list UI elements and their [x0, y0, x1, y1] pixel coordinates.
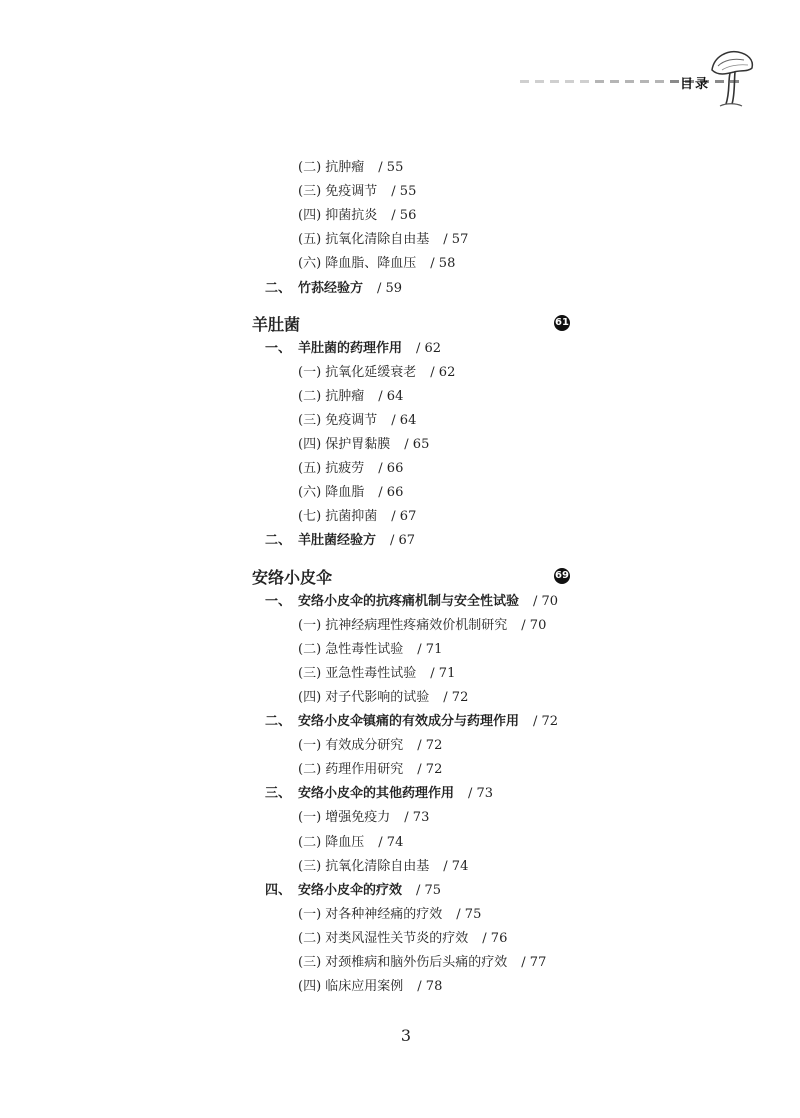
toc-section[interactable] — [265, 531, 415, 551]
toc-item[interactable] — [298, 230, 468, 250]
toc-item-page: / 64 — [378, 388, 404, 404]
toc-section-label: 竹荪经验方 — [298, 280, 364, 296]
chapter-page-badge: 61 — [554, 315, 570, 331]
toc-item-page: / 72 — [417, 738, 443, 754]
toc-item-page: / 74 — [443, 858, 469, 874]
toc-item-label: (六) 降血脂 — [298, 485, 365, 501]
toc-section-page: / 72 — [533, 714, 559, 729]
toc-section-page: / 70 — [533, 593, 559, 609]
toc-item[interactable] — [298, 760, 442, 780]
chapter-title[interactable]: 安络小皮伞 — [252, 567, 333, 587]
toc-item-label: (三) 免疫调节 — [298, 184, 378, 200]
toc-item-page: / 64 — [391, 412, 417, 428]
toc-item[interactable] — [298, 507, 416, 527]
toc-item-label: (二) 对类风湿性关节炎的疗效 — [298, 930, 469, 946]
toc-item-page: / 66 — [378, 461, 404, 477]
toc-item[interactable] — [298, 857, 468, 877]
toc-item-page: / 66 — [378, 485, 404, 501]
toc-item[interactable] — [298, 435, 429, 455]
toc-item[interactable] — [298, 640, 442, 660]
toc-item-label: (四) 抑菌抗炎 — [298, 208, 378, 224]
chapter-page-badge: 69 — [554, 568, 570, 584]
toc-item-label: (三) 亚急性毒性试验 — [298, 665, 417, 681]
toc-item-page: / 55 — [378, 160, 404, 175]
toc-item[interactable] — [298, 929, 507, 949]
toc-section-number: 二、 — [265, 280, 292, 296]
mushroom-icon — [708, 48, 756, 110]
toc-item-label: (二) 急性毒性试验 — [298, 641, 404, 657]
toc-item[interactable] — [298, 363, 455, 383]
toc-item[interactable] — [298, 688, 468, 708]
toc-item-page: / 78 — [417, 979, 443, 995]
toc-item-page: / 71 — [430, 665, 456, 681]
toc-item-label: (一) 有效成分研究 — [298, 738, 404, 754]
toc-item-page: / 77 — [521, 955, 547, 970]
toc-section-page: / 75 — [416, 882, 442, 898]
toc-section-page: / 73 — [468, 786, 494, 802]
toc-section-number: 四、 — [265, 882, 292, 898]
toc-item[interactable] — [298, 905, 481, 925]
toc-item-label: (三) 免疫调节 — [298, 412, 378, 428]
toc-section-label: 羊肚菌经验方 — [298, 533, 377, 549]
toc-item[interactable] — [298, 206, 416, 226]
toc-item-page: / 71 — [417, 641, 443, 657]
toc-item[interactable] — [298, 664, 455, 684]
toc-section-label: 安络小皮伞镇痛的有效成分与药理作用 — [298, 714, 520, 729]
toc-section[interactable] — [265, 881, 441, 901]
toc-section[interactable] — [265, 712, 558, 732]
toc-item-label: (二) 抗肿瘤 — [298, 160, 365, 175]
toc-item-page: / 58 — [430, 256, 456, 272]
toc-item-page: / 57 — [443, 232, 469, 248]
toc-item-page: / 62 — [430, 364, 456, 380]
toc-item[interactable] — [298, 254, 455, 274]
toc-item-label: (三) 抗氧化清除自由基 — [298, 858, 430, 874]
chapter-title[interactable]: 羊肚菌 — [252, 314, 301, 334]
toc-section[interactable] — [265, 784, 493, 804]
page-number: 3 — [400, 1026, 412, 1045]
toc-item-label: (二) 降血压 — [298, 834, 365, 850]
toc-section-number: 三、 — [265, 786, 292, 802]
toc-section-label: 安络小皮伞的其他药理作用 — [298, 786, 455, 802]
toc-item[interactable] — [298, 411, 416, 431]
toc-item[interactable] — [298, 483, 403, 503]
toc-item-page: / 76 — [482, 930, 508, 946]
toc-item-page: / 74 — [378, 834, 404, 850]
toc-item-page: / 72 — [443, 689, 469, 705]
toc-item[interactable] — [298, 977, 442, 997]
toc-item-label: (一) 抗氧化延缓衰老 — [298, 364, 417, 380]
toc-item[interactable] — [298, 736, 442, 756]
toc-item[interactable] — [298, 953, 546, 973]
toc-section-label: 安络小皮伞的疗效 — [298, 882, 403, 898]
toc-item[interactable] — [298, 182, 416, 202]
toc-section[interactable] — [265, 279, 402, 299]
toc-section[interactable] — [265, 592, 558, 612]
toc-item[interactable] — [298, 833, 403, 853]
toc-item-page: / 65 — [404, 437, 430, 452]
toc-item-page: / 75 — [456, 906, 482, 922]
toc-item-label: (一) 增强免疫力 — [298, 810, 391, 826]
toc-item[interactable] — [298, 616, 546, 636]
toc-section-label: 羊肚菌的药理作用 — [298, 340, 403, 356]
page-header — [0, 0, 800, 120]
toc-item[interactable] — [298, 158, 403, 178]
toc-item-label: (二) 抗肿瘤 — [298, 388, 365, 404]
toc-item-label: (五) 抗疲劳 — [298, 461, 365, 477]
header-title: 目录 — [680, 77, 711, 92]
toc-section-number: 二、 — [265, 714, 292, 729]
toc-item-page: / 67 — [391, 509, 417, 525]
toc-item-label: (四) 临床应用案例 — [298, 979, 404, 995]
toc-item-label: (四) 对子代影响的试验 — [298, 689, 430, 705]
toc-item-label: (七) 抗菌抑菌 — [298, 509, 378, 525]
toc-item-page: / 70 — [521, 617, 547, 633]
toc-item-page: / 73 — [404, 810, 430, 826]
toc-item-page: / 56 — [391, 208, 417, 224]
toc-item-page: / 55 — [391, 184, 417, 200]
toc-item-label: (四) 保护胃黏膜 — [298, 437, 391, 452]
toc-item-label: (五) 抗氧化清除自由基 — [298, 232, 430, 248]
toc-section-label: 安络小皮伞的抗疼痛机制与安全性试验 — [298, 593, 520, 609]
toc-item-label: (一) 抗神经病理性疼痛效价机制研究 — [298, 617, 508, 633]
toc-item-label: (六) 降血脂、降血压 — [298, 256, 417, 272]
toc-section-number: 一、 — [265, 340, 292, 356]
toc-section-page: / 67 — [390, 533, 416, 549]
toc-item-label: (二) 药理作用研究 — [298, 762, 404, 778]
toc-item[interactable] — [298, 459, 403, 479]
toc-item-label: (三) 对颈椎病和脑外伤后头痛的疗效 — [298, 955, 508, 970]
toc-item[interactable] — [298, 387, 403, 407]
toc-section-page: / 62 — [416, 340, 442, 356]
toc-section-number: 二、 — [265, 533, 292, 549]
toc-section-number: 一、 — [265, 593, 292, 609]
toc-section[interactable] — [265, 339, 441, 359]
toc-section-page: / 59 — [377, 280, 403, 296]
toc-item-label: (一) 对各种神经痛的疗效 — [298, 906, 443, 922]
toc-item-page: / 72 — [417, 762, 443, 778]
toc-item[interactable] — [298, 808, 429, 828]
